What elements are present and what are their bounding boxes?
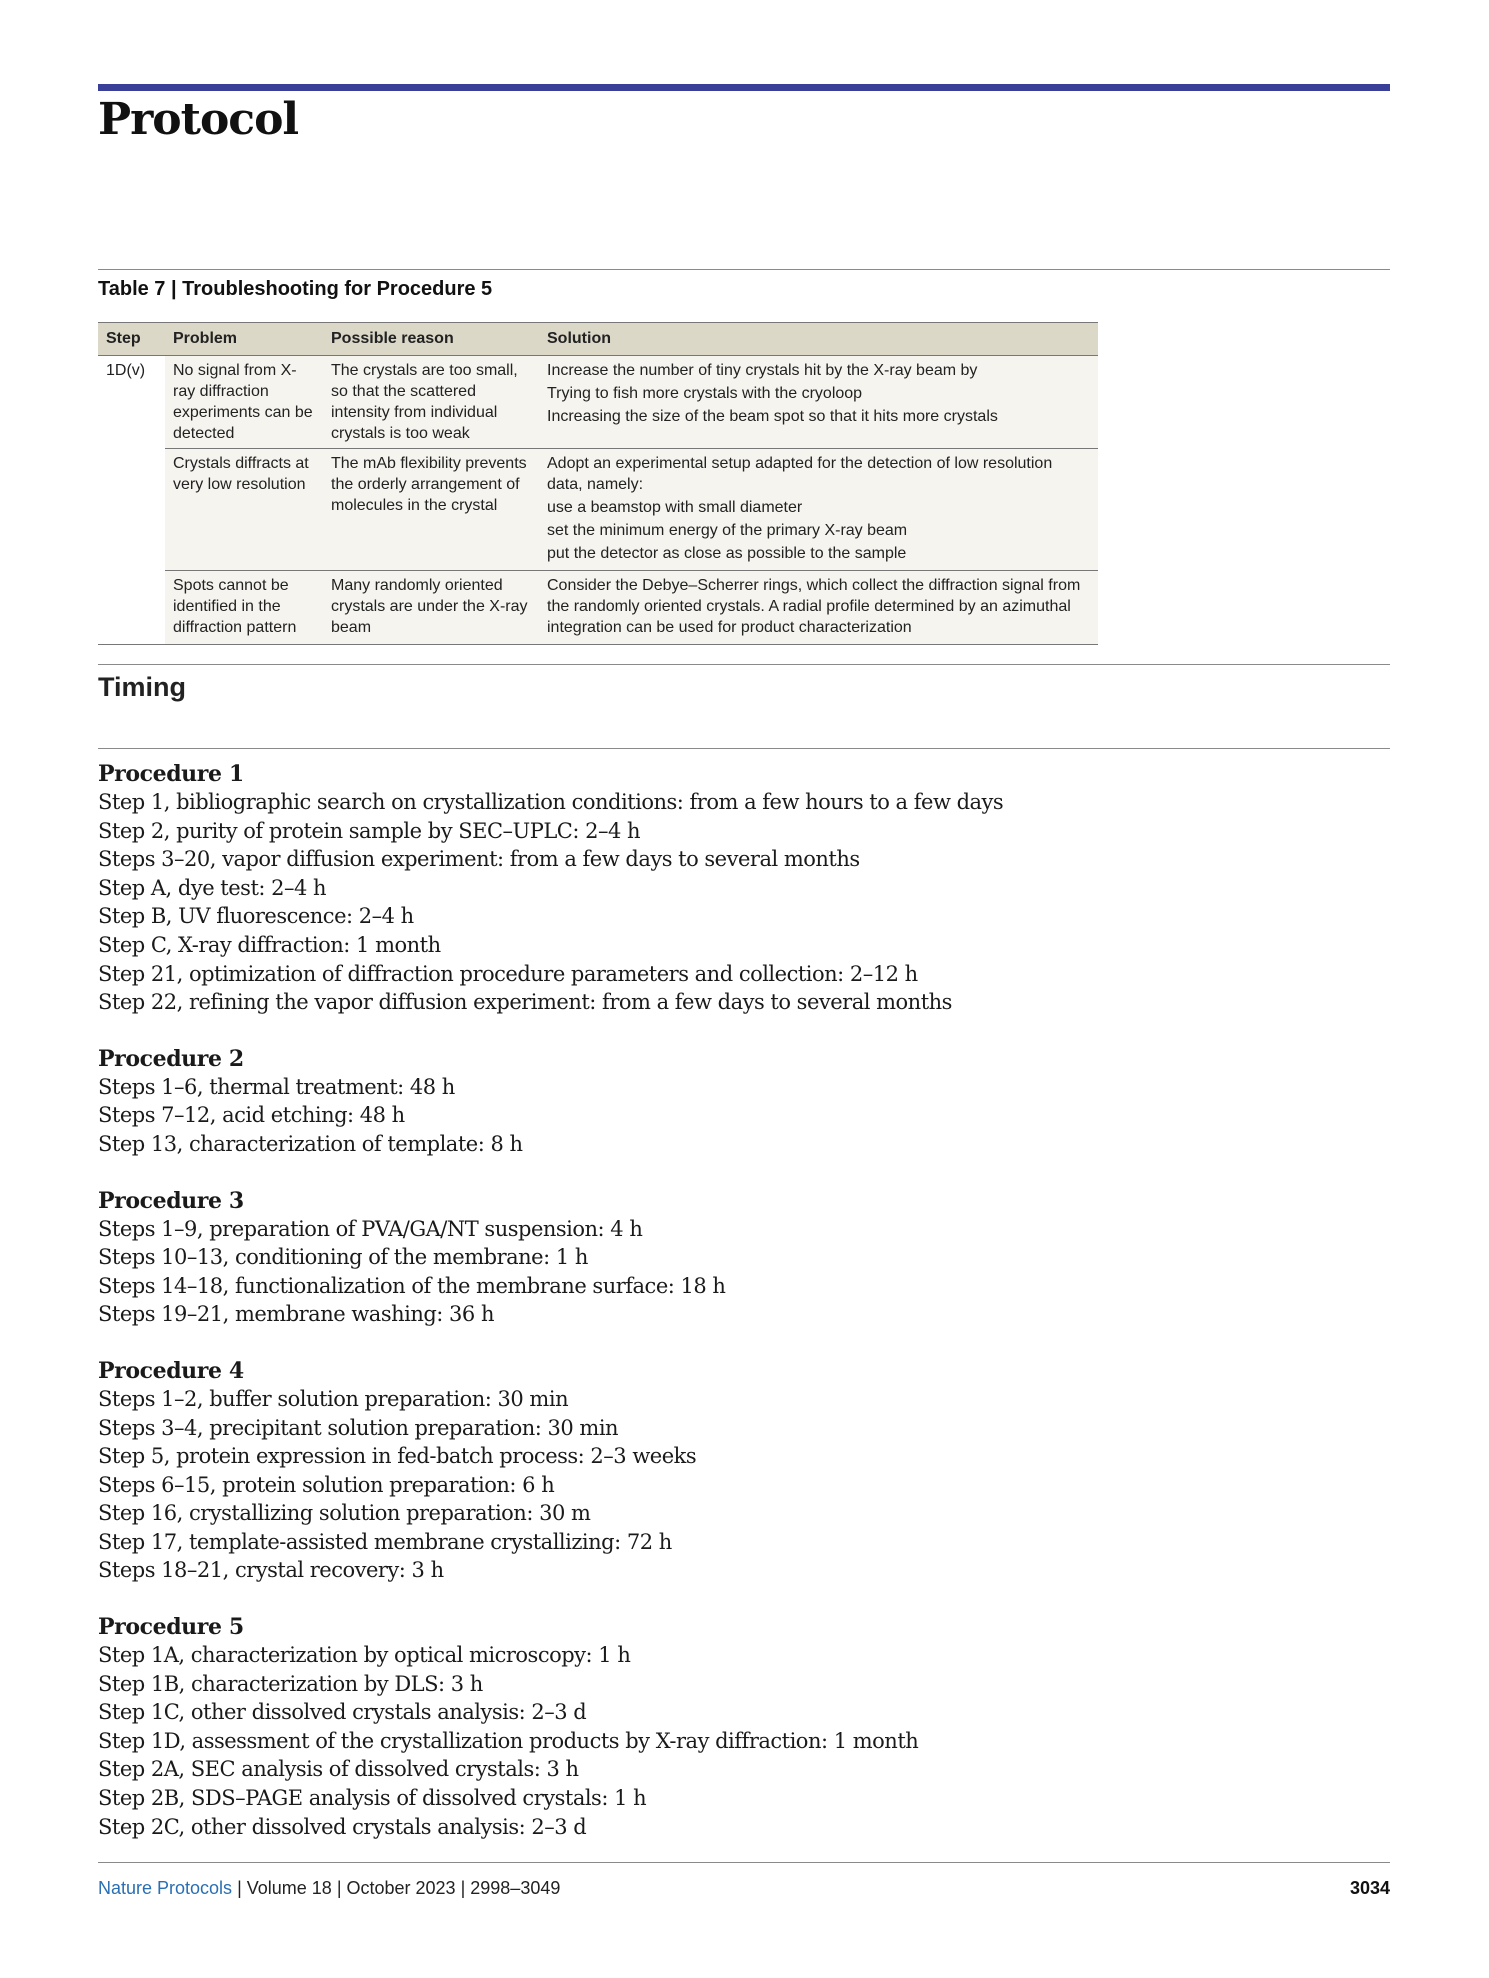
footer-pages: 2998–3049 bbox=[470, 1878, 561, 1898]
timing-line: Steps 1–2, buffer solution preparation: 30 min bbox=[98, 1386, 569, 1411]
timing-line: Step 17, template-assisted membrane crystallizing: 72 h bbox=[98, 1529, 672, 1554]
timing-heading: Timing bbox=[98, 672, 187, 702]
procedure-title: Procedure 5 bbox=[98, 1614, 244, 1641]
timing-line: Step 1, bibliographic search on crystallization conditions: from a few hours to a few days bbox=[98, 790, 1004, 814]
timing-line: Step 1D, assessment of the crystallization products by X-ray diffraction: 1 month bbox=[98, 1728, 919, 1753]
solution-cell bbox=[539, 356, 1098, 449]
reason-cell: Many randomly oriented crystals are under the X-ray beam bbox=[323, 571, 539, 645]
procedure-block bbox=[98, 1357, 1198, 1585]
footer-citation bbox=[98, 1878, 560, 1899]
procedure-block bbox=[98, 1187, 1198, 1329]
procedure-title: Procedure 4 bbox=[98, 1357, 244, 1384]
divider bbox=[98, 269, 1390, 270]
journal-link[interactable]: Nature Protocols bbox=[98, 1878, 233, 1898]
problem-cell: Spots cannot be identified in the diffraction pattern bbox=[165, 571, 323, 645]
timing-line: Step 13, characterization of template: 8 h bbox=[98, 1131, 523, 1156]
footer-separator: | bbox=[232, 1878, 247, 1898]
solution-line: set the minimum energy of the primary X-ray beam bbox=[547, 522, 908, 539]
timing-line: Step 2A, SEC analysis of dissolved crystals: 3 h bbox=[98, 1757, 579, 1782]
procedure-block bbox=[98, 1613, 1198, 1841]
timing-line: Steps 1–6, thermal treatment: 48 h bbox=[98, 1074, 455, 1099]
table-title: Table 7 | Troubleshooting for Procedure 5 bbox=[98, 278, 493, 300]
table-row bbox=[98, 356, 1098, 449]
timing-line: Step 1B, characterization by DLS: 3 h bbox=[98, 1671, 483, 1696]
table-row bbox=[98, 449, 1098, 571]
timing-line: Steps 3–4, precipitant solution preparation: 30 min bbox=[98, 1415, 619, 1440]
procedure-title: Procedure 3 bbox=[98, 1187, 244, 1214]
timing-line: Step 16, crystallizing solution preparation: 30 m bbox=[98, 1501, 591, 1526]
solution-cell bbox=[539, 449, 1098, 571]
solution-line: Trying to fish more crystals with the cryoloop bbox=[547, 385, 863, 402]
timing-line: Steps 19–21, membrane washing: 36 h bbox=[98, 1302, 494, 1327]
table-row bbox=[98, 571, 1098, 645]
timing-line: Steps 10–13, conditioning of the membrane: 1 h bbox=[98, 1245, 588, 1270]
header-accent-bar bbox=[98, 84, 1390, 91]
solution-line: Adopt an experimental setup adapted for the detection of low resolution data, namely: bbox=[547, 455, 1053, 493]
solution-cell bbox=[539, 571, 1098, 645]
timing-line: Steps 6–15, protein solution preparation: 6 h bbox=[98, 1472, 555, 1497]
column-header-solution: Solution bbox=[539, 323, 1098, 356]
timing-line: Step 2C, other dissolved crystals analysis: 2–3 d bbox=[98, 1814, 587, 1839]
column-header-reason: Possible reason bbox=[323, 323, 539, 356]
solution-line: put the detector as close as possible to the sample bbox=[547, 545, 907, 562]
page-number: 3034 bbox=[1349, 1878, 1390, 1898]
footer-date: October 2023 bbox=[346, 1878, 456, 1898]
divider bbox=[98, 748, 1390, 749]
reason-cell: The crystals are too small, so that the scattered intensity from individual crystals is too weak bbox=[323, 356, 539, 449]
footer-volume: Volume 18 bbox=[246, 1878, 332, 1898]
procedure-title: Procedure 1 bbox=[98, 761, 244, 787]
timing-line: Step C, X-ray diffraction: 1 month bbox=[98, 932, 441, 957]
timing-line: Steps 14–18, functionalization of the membrane surface: 18 h bbox=[98, 1273, 726, 1298]
timing-line: Step 1C, other dissolved crystals analysis: 2–3 d bbox=[98, 1700, 587, 1725]
solution-line: Increase the number of tiny crystals hit by the X-ray beam by bbox=[547, 362, 978, 379]
solution-line: Consider the Debye–Scherrer rings, which collect the diffraction signal from the randomly oriented crystals. A radial profile determined by an azimuthal integration can be used for product characterization bbox=[547, 577, 1081, 636]
timing-line: Steps 1–9, preparation of PVA/GA/NT suspension: 4 h bbox=[98, 1216, 643, 1241]
timing-line: Step 21, optimization of diffraction procedure parameters and collection: 2–12 h bbox=[98, 961, 918, 986]
timing-line: Steps 3–20, vapor diffusion experiment: from a few days to several months bbox=[98, 847, 860, 872]
page-header-title: Protocol bbox=[98, 94, 299, 145]
column-header-problem: Problem bbox=[165, 323, 323, 356]
procedure-block bbox=[98, 1045, 1198, 1159]
table-header-row bbox=[98, 323, 1098, 356]
solution-line: use a beamstop with small diameter bbox=[547, 499, 803, 516]
solution-line: Increasing the size of the beam spot so that it hits more crystals bbox=[547, 408, 998, 425]
procedure-block bbox=[98, 760, 1198, 1017]
footer-divider bbox=[98, 1862, 1390, 1863]
footer-separator: | bbox=[331, 1878, 347, 1898]
timing-line: Step 2, purity of protein sample by SEC–UPLC: 2–4 h bbox=[98, 818, 641, 843]
procedure-title: Procedure 2 bbox=[98, 1045, 244, 1072]
timing-section bbox=[98, 760, 1198, 1869]
timing-line: Step 22, refining the vapor diffusion experiment: from a few days to several months bbox=[98, 990, 952, 1015]
timing-line: Step 5, protein expression in fed-batch process: 2–3 weeks bbox=[98, 1444, 697, 1469]
problem-cell: Crystals diffracts at very low resolution bbox=[165, 449, 323, 571]
timing-line: Step A, dye test: 2–4 h bbox=[98, 875, 327, 900]
reason-cell: The mAb flexibility prevents the orderly arrangement of molecules in the crystal bbox=[323, 449, 539, 571]
timing-line: Steps 18–21, crystal recovery: 3 h bbox=[98, 1558, 444, 1583]
timing-line: Step B, UV fluorescence: 2–4 h bbox=[98, 904, 414, 929]
timing-line: Steps 7–12, acid etching: 48 h bbox=[98, 1103, 405, 1128]
timing-line: Step 2B, SDS–PAGE analysis of dissolved crystals: 1 h bbox=[98, 1786, 647, 1811]
timing-line: Step 1A, characterization by optical microscopy: 1 h bbox=[98, 1643, 631, 1668]
divider bbox=[98, 664, 1390, 665]
column-header-step: Step bbox=[98, 323, 165, 356]
troubleshooting-table bbox=[98, 322, 1098, 645]
footer-separator: | bbox=[455, 1878, 471, 1898]
problem-cell: No signal from X-ray diffraction experiments can be detected bbox=[165, 356, 323, 449]
step-cell: 1D(v) bbox=[98, 356, 165, 645]
